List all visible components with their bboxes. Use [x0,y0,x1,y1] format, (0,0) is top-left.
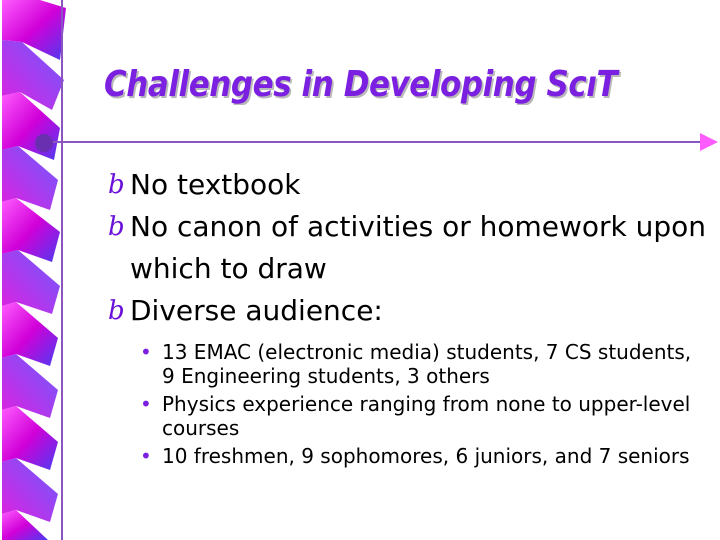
line-start-dot [35,134,53,152]
bullet-item [108,206,708,290]
bullet-item [108,290,708,332]
sub-bullet-text: Physics experience ranging from none to upper-level courses [162,392,691,440]
sub-bullet-text: 10 freshmen, 9 sophomores, 6 juniors, and 7 seniors [162,444,690,468]
bullet-text: No canon of activities or homework upon which to draw [130,210,707,285]
bullet-marker: b [108,212,125,242]
bullet-list [108,164,708,472]
sub-bullet-item [136,340,708,388]
sub-bullet-marker: • [140,340,152,364]
left-zigzag-ribbon [2,0,66,540]
bullet-text: Diverse audience: [130,294,383,327]
bullet-marker: b [108,170,125,200]
arrow-head [700,133,718,151]
sub-bullet-marker: • [140,444,152,468]
sub-bullet-marker: • [140,392,152,416]
sub-bullet-text: 13 EMAC (electronic media) students, 7 CS students, 9 Engineering students, 3 others [162,340,692,388]
bullet-text: No textbook [130,168,301,201]
sub-bullet-item [136,392,708,440]
bullet-item [108,164,708,206]
sub-bullet-item [136,444,708,468]
slide-title: Challenges in Developing ScıT [104,64,618,105]
bullet-marker: b [108,296,125,326]
sub-bullet-list [108,340,708,468]
